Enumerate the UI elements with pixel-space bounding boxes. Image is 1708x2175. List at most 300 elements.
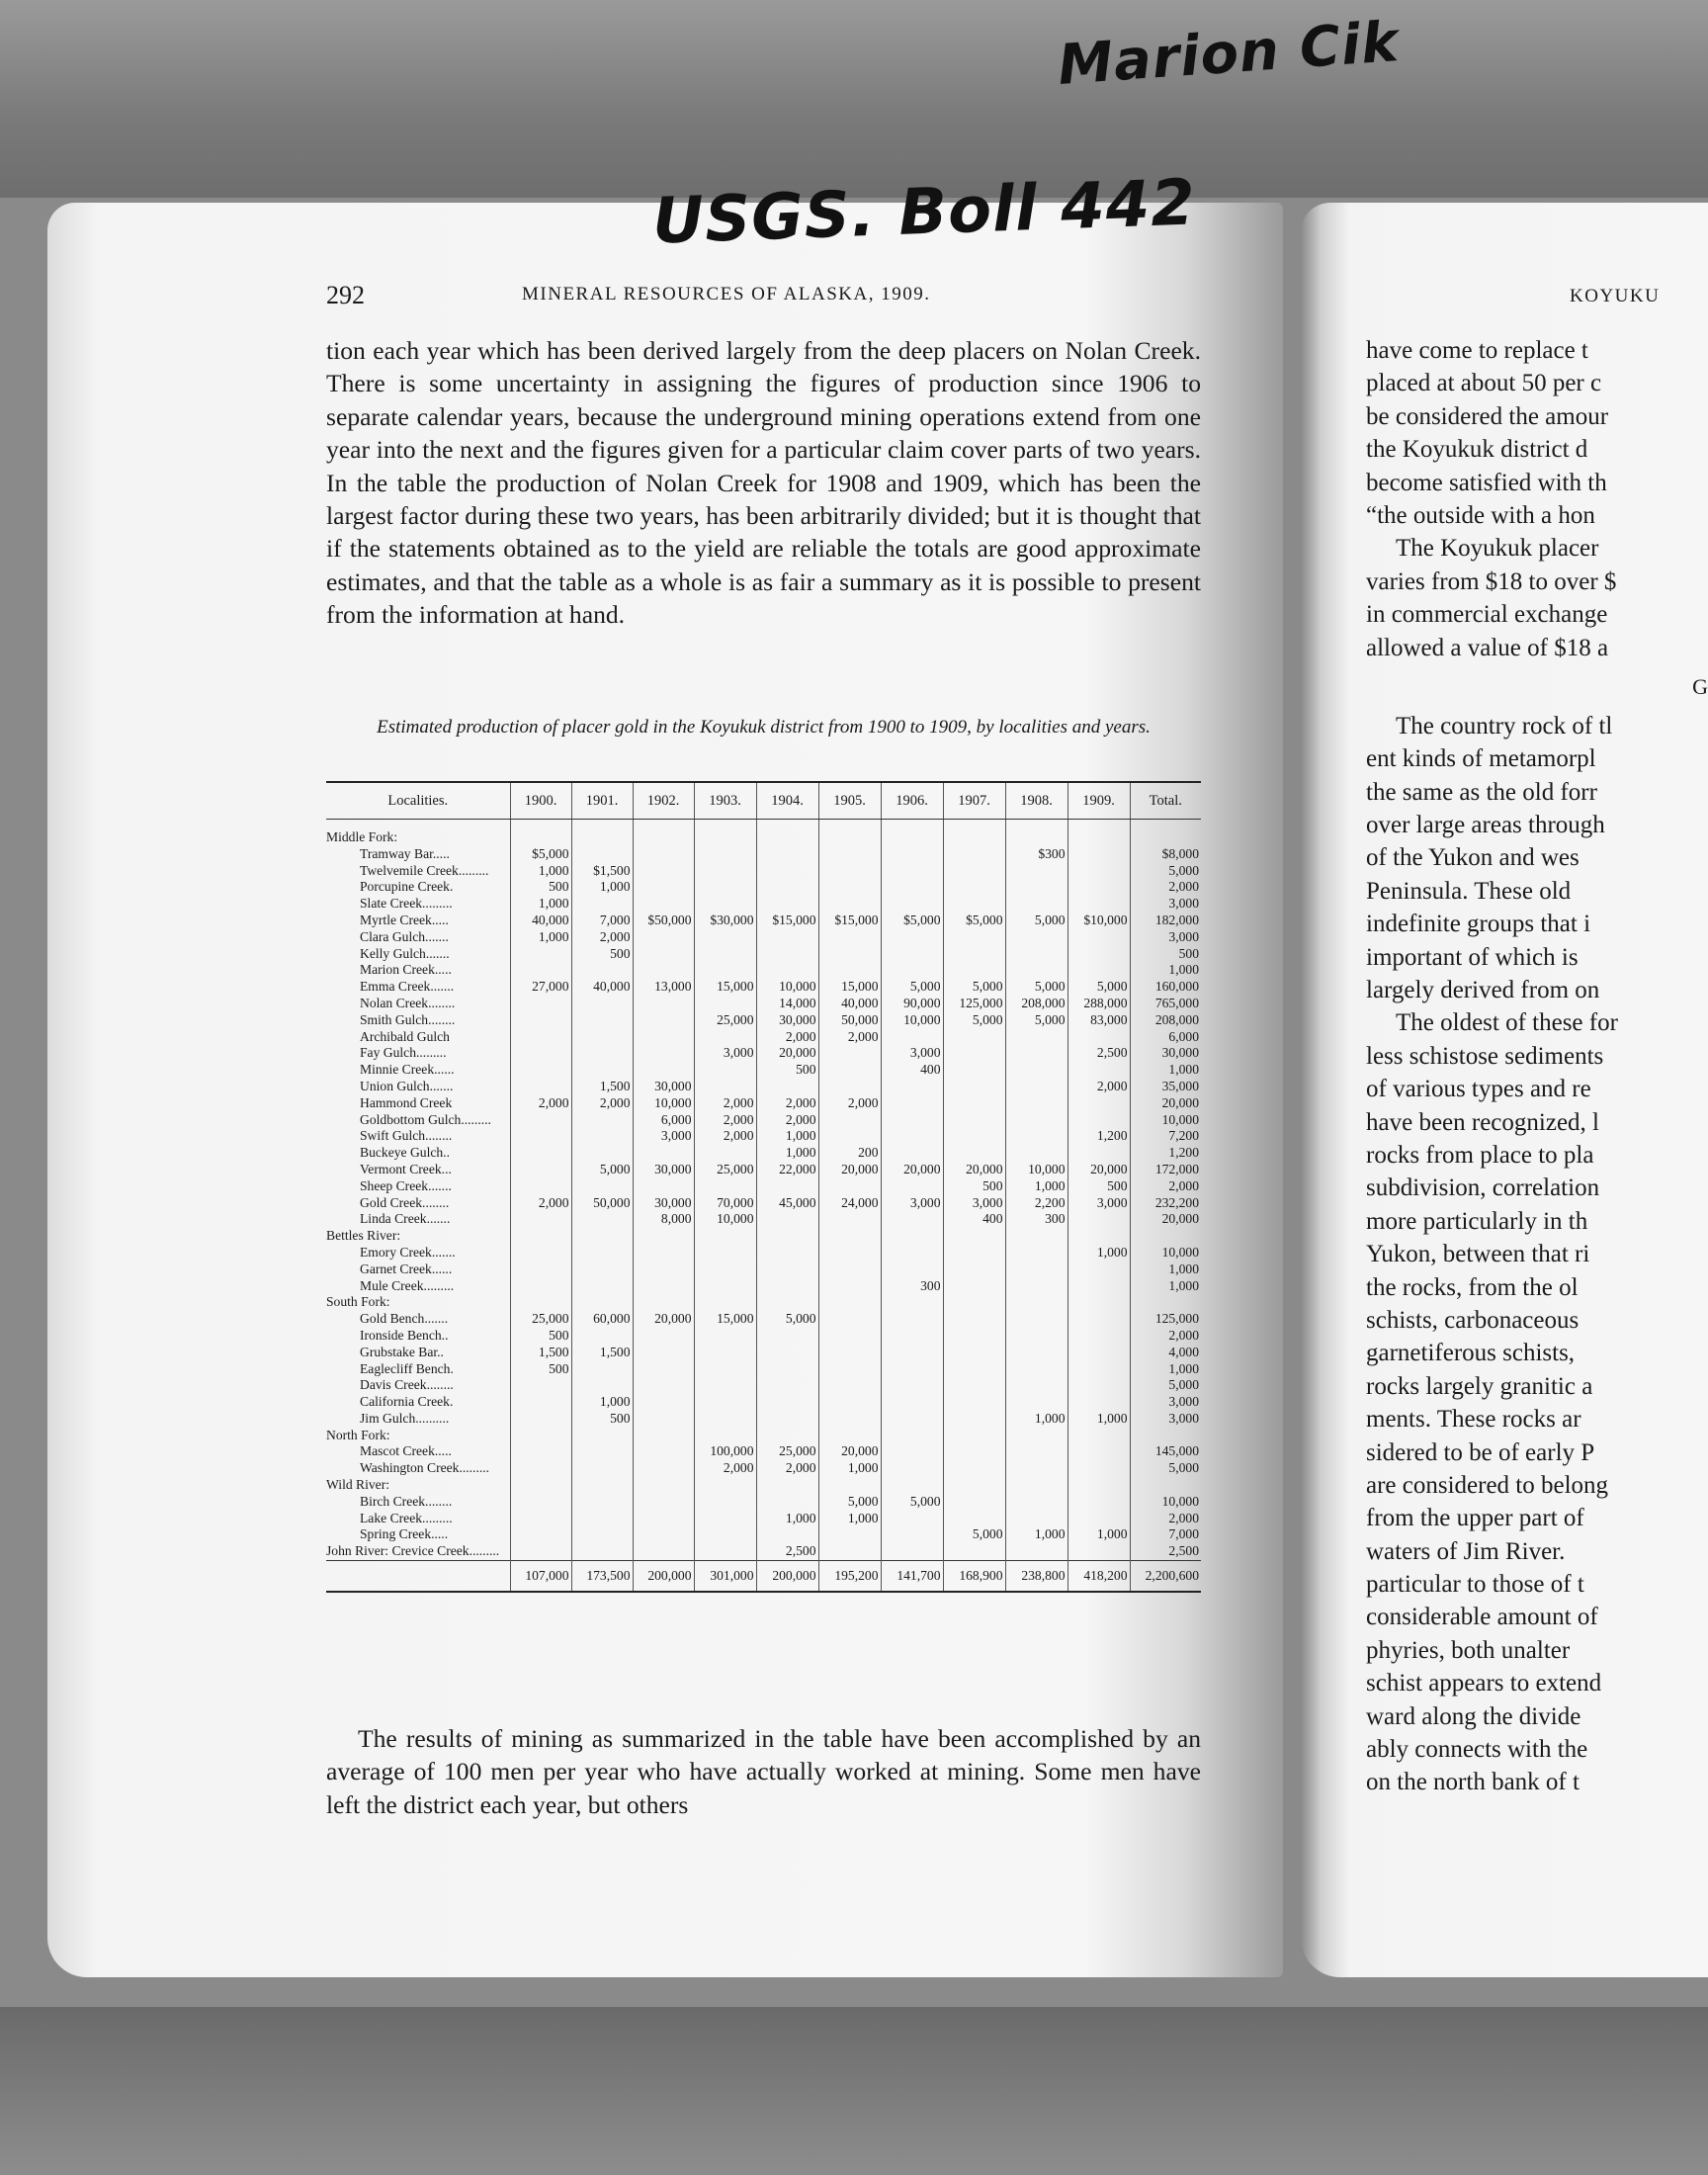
table-cell: 25,000 [694,1162,756,1178]
table-cell [943,1079,1005,1095]
table-cell [571,996,633,1012]
table-cell [1005,863,1068,880]
header-localities: Localities. [326,782,510,820]
table-cell [756,1428,818,1444]
table-cell: 10,000 [756,979,818,996]
handwritten-annotation-top: Marion Cik [1056,10,1402,98]
table-cell: 2,000 [1068,1079,1130,1095]
table-cell: 10,000 [1130,1245,1201,1262]
table-cell: $5,000 [881,913,943,929]
table-cell: 30,000 [633,1195,694,1212]
table-cell [571,1460,633,1477]
locality-name: Lake Creek......... [360,1510,453,1525]
table-cell [571,1178,633,1195]
table-cell [881,1328,943,1345]
table-cell [881,1345,943,1361]
table-cell [1068,1311,1130,1328]
table-cell [694,1428,756,1444]
table-cell [943,846,1005,863]
table-cell [694,1262,756,1278]
table-cell [510,820,571,846]
header-year-5: 1904. [756,782,818,820]
table-cell: 10,000 [1005,1162,1068,1178]
table-cell: 40,000 [571,979,633,996]
table-cell [756,1294,818,1311]
table-row [326,946,1201,963]
table-cell [510,1294,571,1311]
table-cell: 400 [943,1211,1005,1228]
table-cell: 10,000 [694,1211,756,1228]
table-cell [756,1079,818,1095]
table-cell [1005,962,1068,979]
right-text-line: largely derived from on [1366,977,1600,1004]
table-cell: 5,000 [756,1311,818,1328]
table-cell: 2,000 [756,1029,818,1046]
table-cell: 160,000 [1130,979,1201,996]
table-cell [694,929,756,946]
table-row [326,1511,1201,1527]
table-cell [818,1062,881,1079]
table-row [326,1311,1201,1328]
table-cell [881,929,943,946]
table-cell [818,1112,881,1129]
header-year-10: 1909. [1068,782,1130,820]
locality-name: Smith Gulch........ [360,1011,456,1027]
table-cell: 500 [510,1361,571,1378]
table-cell: 5,000 [1005,913,1068,929]
table-cell [1005,1443,1068,1460]
right-text-line: have come to replace t [1366,337,1588,364]
right-text-line: subdivision, correlation [1366,1174,1600,1202]
table-cell [1005,1328,1068,1345]
table-cell [510,1443,571,1460]
table-cell: 15,000 [694,1311,756,1328]
table-row [326,1411,1201,1428]
table-cell: 1,000 [1005,1411,1068,1428]
table-cell [943,1460,1005,1477]
table-cell [1068,1543,1130,1560]
table-cell [818,1526,881,1543]
locality-name: Ironside Bench.. [360,1327,449,1343]
table-cell: 100,000 [694,1443,756,1460]
table-cell: 30,000 [633,1079,694,1095]
table-cell: 3,000 [694,1045,756,1062]
table-cell [694,1526,756,1543]
table-cell: 3,000 [881,1195,943,1212]
table-cell [881,1526,943,1543]
table-cell [510,1477,571,1494]
right-text-line: the Koyukuk district d [1366,436,1588,464]
table-header-row [326,782,1201,820]
table-cell: 3,000 [1068,1195,1130,1212]
table-cell [1005,1494,1068,1511]
table-cell [571,1128,633,1145]
table-cell [943,820,1005,846]
locality-name: Fay Gulch......... [360,1045,447,1061]
table-cell [694,1394,756,1411]
locality-name: Marion Creek..... [360,962,452,978]
locality-name: Slate Creek......... [360,896,453,912]
table-cell: 2,000 [510,1195,571,1212]
table-cell [1068,929,1130,946]
table-cell [694,962,756,979]
table-cell: 300 [1005,1211,1068,1228]
table-cell [881,1029,943,1046]
table-cell [756,1211,818,1228]
table-cell [633,1328,694,1345]
table-cell [943,1112,1005,1129]
table-cell: 1,500 [571,1345,633,1361]
total-cell: 168,900 [943,1561,1005,1593]
table-cell [756,1494,818,1511]
table-cell: 5,000 [943,979,1005,996]
table-row [326,1045,1201,1062]
intro-text [326,334,1201,632]
table-cell [510,1543,571,1560]
table-cell [818,846,881,863]
right-text-line: on the north bank of t [1366,1769,1580,1796]
table-cell [571,1443,633,1460]
right-text-line: phyries, both unalter [1366,1636,1571,1664]
table-cell [694,1245,756,1262]
table-cell [571,1112,633,1129]
table-row [326,1460,1201,1477]
table-cell: 5,000 [881,1494,943,1511]
table-cell [1005,896,1068,913]
table-cell [818,1228,881,1245]
table-cell: 125,000 [943,996,1005,1012]
table-cell [571,1278,633,1295]
right-text-line: The Koyukuk placer [1396,535,1599,563]
table-cell: 288,000 [1068,996,1130,1012]
locality-name: Archibald Gulch [360,1028,450,1044]
table-cell [1005,879,1068,896]
locality-name: Porcupine Creek. [360,879,454,895]
table-cell [881,1411,943,1428]
table-cell [943,1345,1005,1361]
locality-name: Clara Gulch....... [360,928,449,944]
table-cell: 2,500 [1130,1543,1201,1560]
table-cell: 5,000 [1005,1012,1068,1029]
table-cell: 500 [1068,1178,1130,1195]
table-cell [1130,1428,1201,1444]
table-row [326,896,1201,913]
table-cell [510,962,571,979]
table-cell [633,1411,694,1428]
table-cell: 5,000 [943,1012,1005,1029]
locality-name: Tramway Bar..... [360,845,450,861]
table-cell: 1,000 [510,929,571,946]
total-cell: 195,200 [818,1561,881,1593]
table-cell [943,1262,1005,1278]
table-cell [1068,962,1130,979]
table-cell [756,1178,818,1195]
header-year-8: 1907. [943,782,1005,820]
table-cell: 765,000 [1130,996,1201,1012]
locality-name: Gold Creek........ [360,1194,450,1210]
table-cell: 2,000 [694,1128,756,1145]
scan-background-top [0,0,1708,198]
table-cell [756,863,818,880]
table-cell [510,1494,571,1511]
table-cell [881,1361,943,1378]
closing-paragraph: The results of mining as summarized in the table have been accomplished by an average of 100 men per year who have actually worked at mining. Some men have left the district each year, but others [326,1724,1201,1819]
table-cell [694,1411,756,1428]
table-cell [1130,1228,1201,1245]
table-cell [1068,863,1130,880]
totals-row [326,1561,1201,1593]
table-cell: 182,000 [1130,913,1201,929]
table-cell [818,929,881,946]
table-cell [1005,1511,1068,1527]
table-cell [818,1361,881,1378]
table-cell [694,1361,756,1378]
table-cell: 3,000 [1130,1394,1201,1411]
table-cell [694,1079,756,1095]
table-row [326,979,1201,996]
table-cell [1005,1543,1068,1560]
table-cell [756,1526,818,1543]
table-cell [943,1511,1005,1527]
table-cell: 232,200 [1130,1195,1201,1212]
locality-name: Bettles River: [326,1228,401,1244]
locality-name: Wild River: [326,1477,390,1493]
table-row [326,1012,1201,1029]
table-cell: 1,000 [1130,1278,1201,1295]
table-cell [510,1145,571,1162]
table-cell [1068,1145,1130,1162]
header-year-4: 1903. [694,782,756,820]
table-cell [1068,896,1130,913]
table-row [326,1162,1201,1178]
table-cell: 40,000 [818,996,881,1012]
table-cell: 2,000 [756,1112,818,1129]
table-cell: 5,000 [818,1494,881,1511]
right-text-line: allowed a value of $18 a [1366,634,1609,661]
table-cell: 400 [881,1062,943,1079]
table-cell [1068,1112,1130,1129]
table-cell [633,1029,694,1046]
locality-name: Gold Bench....... [360,1311,449,1327]
table-cell: 3,000 [1130,1411,1201,1428]
table-cell [818,1377,881,1394]
table-row [326,996,1201,1012]
table-cell: 20,000 [1130,1095,1201,1112]
right-text-line: more particularly in th [1366,1207,1588,1235]
table-cell [571,1245,633,1262]
right-running-title: KOYUKU [1570,286,1661,306]
table-cell: 1,000 [756,1511,818,1527]
locality-name: California Creek. [360,1394,454,1410]
right-text-line: ent kinds of metamorpl [1366,745,1596,773]
table-cell [943,1062,1005,1079]
table-cell [756,1377,818,1394]
table-cell [818,863,881,880]
table-cell [571,1477,633,1494]
table-cell: 7,200 [1130,1128,1201,1145]
table-cell [694,1145,756,1162]
table-cell: 1,000 [1130,1062,1201,1079]
table-cell [881,1294,943,1311]
table-cell [510,1377,571,1394]
table-cell: 1,000 [571,1394,633,1411]
table-cell: 15,000 [694,979,756,996]
total-cell: 107,000 [510,1561,571,1593]
locality-name: North Fork: [326,1427,390,1442]
table-cell [633,1460,694,1477]
table-cell [633,1428,694,1444]
right-text-line: “the outside with a hon [1366,501,1595,529]
handwritten-bulletin-annotation: USGS. Boll 442 [650,166,1197,259]
table-cell [571,1012,633,1029]
table-cell [1005,1228,1068,1245]
table-cell [756,1477,818,1494]
table-cell [943,1045,1005,1062]
table-cell [694,1377,756,1394]
table-cell: 3,000 [881,1045,943,1062]
table-cell: $1,500 [571,863,633,880]
table-cell [756,962,818,979]
table-cell [510,1460,571,1477]
table-cell [633,879,694,896]
table-row [326,1428,1201,1444]
right-text-line: in commercial exchange [1366,601,1608,629]
table-cell [1005,820,1068,846]
table-cell: 13,000 [633,979,694,996]
table-cell: 3,000 [1130,896,1201,913]
table-cell [881,1262,943,1278]
locality-name: Davis Creek........ [360,1377,454,1393]
table-cell [1068,946,1130,963]
table-row [326,1278,1201,1295]
right-text-line: important of which is [1366,943,1579,971]
table-cell [510,1162,571,1178]
table-cell [510,1511,571,1527]
table-cell: 20,000 [881,1162,943,1178]
table-cell [881,1145,943,1162]
table-cell [633,1526,694,1543]
table-cell: 2,500 [1068,1045,1130,1062]
table-cell [510,1211,571,1228]
table-cell [943,1029,1005,1046]
table-cell: $10,000 [1068,913,1130,929]
right-page-text [1366,279,1708,1799]
table-cell [510,1228,571,1245]
table-cell [571,1029,633,1046]
table-cell [881,1428,943,1444]
table-cell [633,896,694,913]
table-cell [571,1062,633,1079]
table-cell [943,929,1005,946]
right-text-line: garnetiferous schists, [1366,1340,1576,1367]
table-cell: 2,000 [1130,1178,1201,1195]
table-cell [1005,1278,1068,1295]
right-text-line: of the Yukon and wes [1366,844,1580,872]
table-cell [1068,1494,1130,1511]
table-cell [943,1095,1005,1112]
table-cell [694,1477,756,1494]
table-cell: 5,000 [1130,1377,1201,1394]
table-cell [818,1278,881,1295]
table-row [326,1328,1201,1345]
table-cell: 50,000 [818,1012,881,1029]
table-cell: 145,000 [1130,1443,1201,1460]
table-cell: 30,000 [756,1012,818,1029]
table-cell [943,879,1005,896]
table-cell [881,946,943,963]
table-cell [1005,1345,1068,1361]
table-cell [1005,929,1068,946]
table-cell: 20,000 [1130,1211,1201,1228]
locality-name: Eaglecliff Bench. [360,1360,454,1376]
table-cell [633,1494,694,1511]
table-cell [1005,1377,1068,1394]
table-cell: 7,000 [571,913,633,929]
table-cell [571,1262,633,1278]
right-text-line: The oldest of these for [1396,1009,1618,1037]
table-cell: 70,000 [694,1195,756,1212]
table-row [326,1145,1201,1162]
table-cell [1068,1328,1130,1345]
locality-name: Mascot Creek..... [360,1443,452,1459]
table-cell [881,1477,943,1494]
table-cell: $15,000 [818,913,881,929]
table-cell [943,1428,1005,1444]
table-cell [1068,1278,1130,1295]
table-cell [756,1394,818,1411]
table-cell [510,1112,571,1129]
table-cell: 5,000 [1005,979,1068,996]
table-cell [510,996,571,1012]
table-row [326,1062,1201,1079]
header-year-1: 1900. [510,782,571,820]
table-cell: 1,000 [510,896,571,913]
table-cell: 125,000 [1130,1311,1201,1328]
table-cell [571,1428,633,1444]
table-cell [1068,846,1130,863]
table-cell: 40,000 [510,913,571,929]
table-cell [881,1178,943,1195]
table-cell [694,1278,756,1295]
table-cell [1068,1095,1130,1112]
table-row [326,1128,1201,1145]
table-row [326,1443,1201,1460]
right-text-line: over large areas through [1366,812,1605,839]
table-cell [694,1511,756,1527]
table-cell [1130,820,1201,846]
locality-name: Jim Gulch.......... [360,1410,450,1426]
table-cell [881,1128,943,1145]
table-cell: 30,000 [633,1162,694,1178]
table-cell [633,1245,694,1262]
table-cell [756,1262,818,1278]
table-cell [818,1294,881,1311]
table-cell [818,1178,881,1195]
table-cell [943,896,1005,913]
table-cell: 30,000 [1130,1045,1201,1062]
locality-name: Union Gulch....... [360,1078,454,1093]
table-cell [694,1062,756,1079]
table-cell: 6,000 [633,1112,694,1129]
production-table [326,781,1201,1593]
table-cell [571,1145,633,1162]
table-cell: 1,000 [1068,1411,1130,1428]
table-cell: 5,000 [1130,1460,1201,1477]
table-cell [633,1361,694,1378]
table-row [326,1195,1201,1212]
table-cell [633,1278,694,1295]
table-cell [818,1477,881,1494]
